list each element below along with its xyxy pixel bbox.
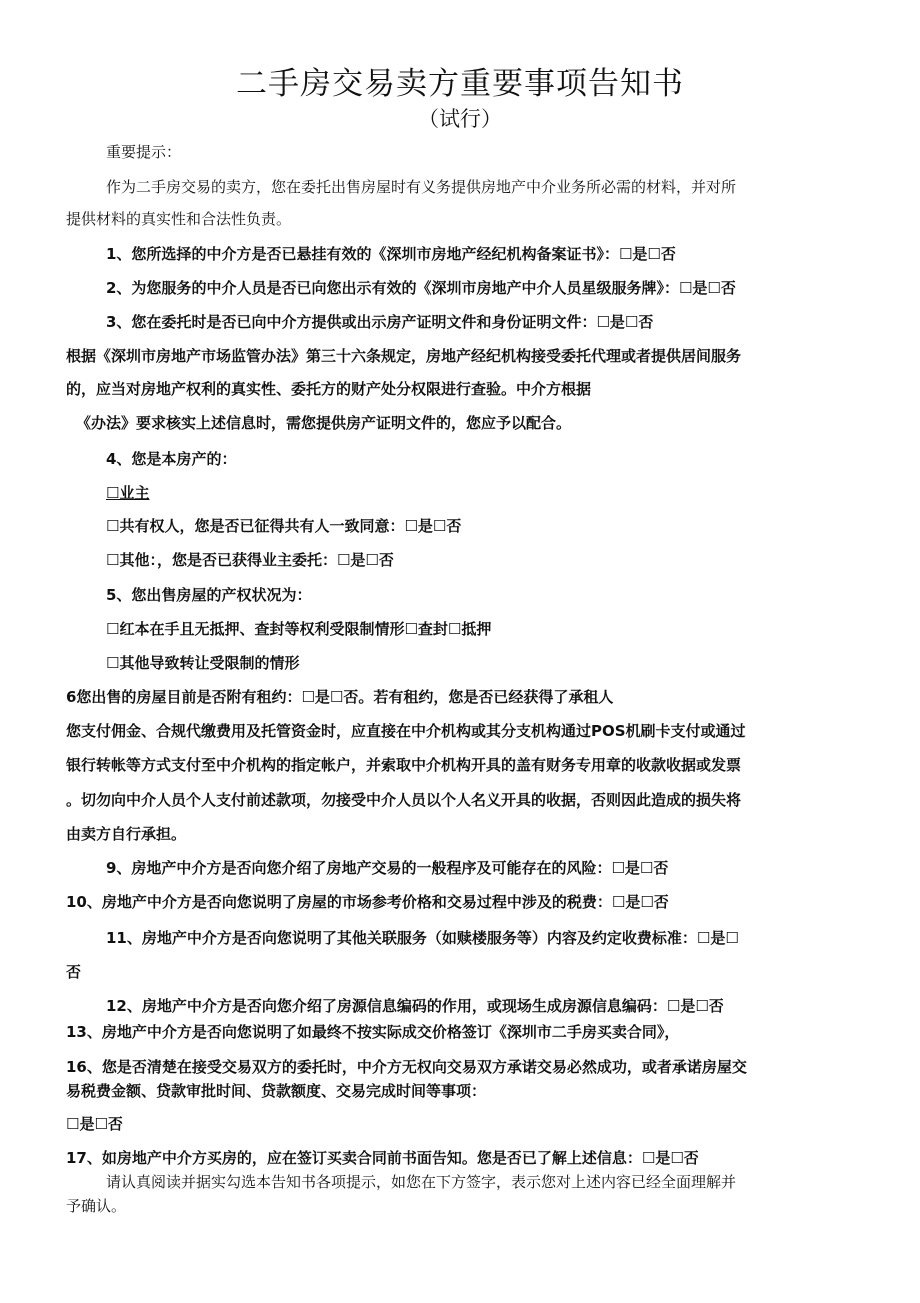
option-owner: ☐业主 <box>106 484 150 502</box>
question-16: 16、您是否清楚在接受交易双方的委托时，中介方无权向交易双方承诺交易必然成功，或者承诺房屋交 <box>66 1058 747 1076</box>
question-3: 3、您在委托时是否已向中介方提供或出示房产证明文件和身份证明文件：☐是☐否 <box>106 313 654 331</box>
intro-paragraph-line: 作为二手房交易的卖方，您在委托出售房屋时有义务提供房地产中介业务所必需的材料，并对所 <box>106 178 737 196</box>
option-other: ☐其他：，您是否已获得业主委托：☐是☐否 <box>106 551 394 569</box>
question-16-continued: 易税费金额、贷款审批时间、贷款额度、交易完成时间等事项： <box>66 1082 487 1100</box>
question-4: 4、您是本房产的： <box>106 450 237 468</box>
question-1: 1、您所选择的中介方是否已悬挂有效的《深圳市房地产经纪机构备案证书》：☐是☐否 <box>106 245 676 263</box>
regulation-paragraph-line: 根据《深圳市房地产市场监管办法》第三十六条规定，房地产经纪机构接受委托代理或者提供居间服务 <box>66 347 742 365</box>
question-9: 9、房地产中介方是否向您介绍了房地产交易的一般程序及可能存在的风险：☐是☐否 <box>106 859 669 877</box>
document-title: 二手房交易卖方重要事项告知书 <box>236 66 684 102</box>
option-title-status: ☐红本在手且无抵押、查封等权利受限制情形☐查封☐抵押 <box>106 620 492 638</box>
regulation-paragraph-line: 《办法》要求核实上述信息时，需您提供房产证明文件的，您应予以配合。 <box>76 414 572 432</box>
question-13: 13、房地产中介方是否向您说明了如最终不按实际成交价格签订《深圳市二手房买卖合同》， <box>66 1023 680 1041</box>
intro-paragraph-line: 提供材料的真实性和合法性负责。 <box>66 210 292 228</box>
question-11-continued: 否 <box>66 963 82 981</box>
option-co-owner: ☐共有权人，您是否已征得共有人一致同意：☐是☐否 <box>106 517 462 535</box>
payment-paragraph-line: 。切勿向中介人员个人支付前述款项，勿接受中介人员以个人名义开具的收据，否则因此造成的损失将 <box>66 791 742 809</box>
question-6: 6您出售的房屋目前是否附有租约：☐是☐否。若有租约，您是否已经获得了承租人 <box>66 688 614 706</box>
question-11: 11、房地产中介方是否向您说明了其他关联服务（如赎楼服务等）内容及约定收费标准：☐是☐ <box>106 929 739 947</box>
option-other-restriction: ☐其他导致转让受限制的情形 <box>106 654 300 672</box>
closing-paragraph-line: 予确认。 <box>66 1197 127 1215</box>
question-10: 10、房地产中介方是否向您说明了房屋的市场参考价格和交易过程中涉及的税费：☐是☐否 <box>66 893 669 911</box>
question-2: 2、为您服务的中介人员是否已向您出示有效的《深圳市房地产中介人员星级服务牌》：☐是☐否 <box>106 279 736 297</box>
important-tip-heading: 重要提示： <box>106 143 182 161</box>
question-17: 17、如房地产中介方买房的，应在签订买卖合同前书面告知。您是否已了解上述信息：☐是☐否 <box>66 1149 699 1167</box>
question-5: 5、您出售房屋的产权状况为： <box>106 586 312 604</box>
document-subtitle: （试行） <box>418 107 502 131</box>
question-16-answer: ☐是☐否 <box>66 1115 123 1133</box>
question-12: 12、房地产中介方是否向您介绍了房源信息编码的作用，或现场生成房源信息编码：☐是☐否 <box>106 997 724 1015</box>
payment-paragraph-line: 您支付佣金、合规代缴费用及托管资金时，应直接在中介机构或其分支机构通过POS机刷卡支付或通过 <box>66 722 746 740</box>
closing-paragraph-line: 请认真阅读并据实勾选本告知书各项提示，如您在下方签字，表示您对上述内容已经全面理解并 <box>106 1173 737 1191</box>
payment-paragraph-line: 银行转帐等方式支付至中介机构的指定帐户，并索取中介机构开具的盖有财务专用章的收款收据或发票 <box>66 756 742 774</box>
regulation-paragraph-line: 的，应当对房地产权利的真实性、委托方的财产处分权限进行查验。中介方根据 <box>66 380 592 398</box>
payment-paragraph-line: 由卖方自行承担。 <box>66 825 187 843</box>
